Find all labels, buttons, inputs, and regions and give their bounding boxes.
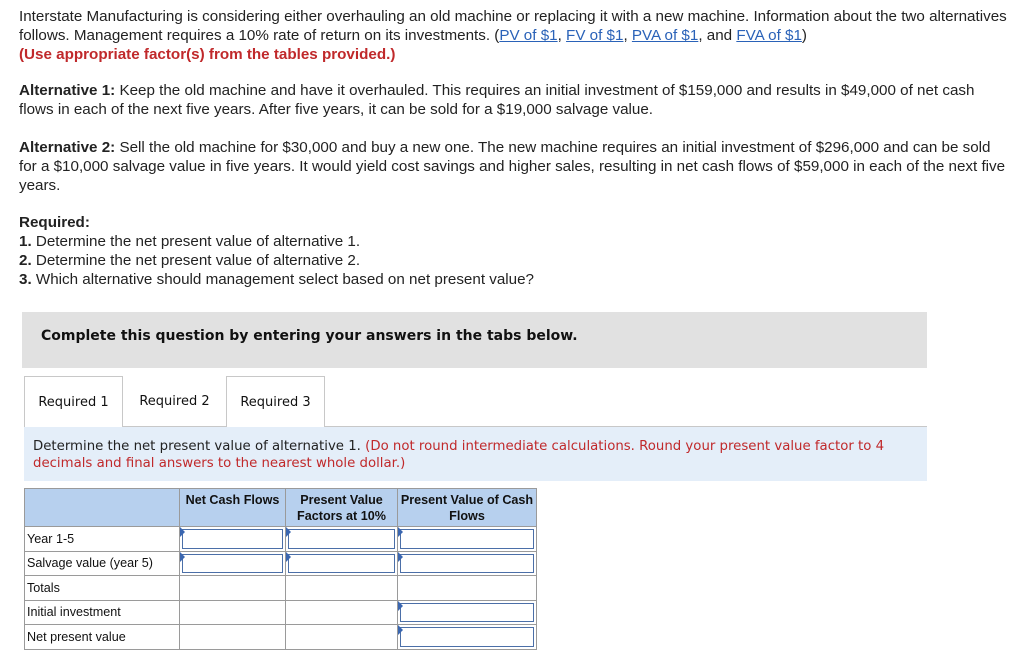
required-heading: Required: xyxy=(19,214,90,231)
table-row xyxy=(25,625,537,650)
input-marker-icon xyxy=(286,552,291,562)
tab-required-3[interactable]: Required 3 xyxy=(226,376,325,427)
instructions-main: Determine the net present value of alternative 1. xyxy=(33,439,366,454)
pv-of-1-link[interactable]: PV of $1 xyxy=(499,27,558,44)
alternative-1-text: Keep the old machine and have it overhauled. This requires an initial investment of $159,000 and results in $49,000 of net cash flows in each of the next five years. After five years, it can be sold for a $19,000 salvage value. xyxy=(19,82,975,118)
alternative-2-text: Sell the old machine for $30,000 and buy a new one. The new machine requires an initial investment of $296,000 and can be sold for a $10,000 salvage value in five years. It would yield cost savings and higher sales, resulting in net cash flows of $59,000 in each of the next five years. xyxy=(19,139,1006,194)
row-label-year-1-5: Year 1-5 xyxy=(25,527,180,552)
table-row xyxy=(25,600,537,625)
required-item-number: 2. xyxy=(19,252,32,269)
npv-table xyxy=(24,488,537,650)
input-marker-icon xyxy=(398,552,403,562)
empty-cell xyxy=(286,576,398,601)
separator: , xyxy=(623,27,632,44)
required-item-number: 1. xyxy=(19,233,32,250)
row-label-initial-investment: Initial investment xyxy=(25,600,180,625)
header-pv-cash-flows: Present Value of Cash Flows xyxy=(398,489,537,527)
empty-cell xyxy=(180,576,286,601)
pv-cash-flow-input[interactable] xyxy=(400,554,534,574)
pv-cash-flow-input[interactable] xyxy=(400,529,534,549)
table-row xyxy=(25,551,537,576)
fva-of-1-link[interactable]: FVA of $1 xyxy=(736,27,802,44)
separator: ) xyxy=(801,27,807,44)
input-marker-icon xyxy=(398,625,403,635)
initial-investment-input[interactable] xyxy=(400,603,534,623)
input-marker-icon xyxy=(286,527,291,537)
alternative-2-label: Alternative 2: xyxy=(19,139,116,156)
input-marker-icon xyxy=(180,527,185,537)
alternative-2-description xyxy=(19,138,1009,195)
row-label-npv: Net present value xyxy=(25,625,180,650)
tab-required-1[interactable]: Required 1 xyxy=(24,376,123,427)
input-marker-icon xyxy=(398,601,403,611)
empty-cell xyxy=(180,625,286,650)
required-section xyxy=(19,213,1009,289)
pv-factor-input[interactable] xyxy=(288,529,395,549)
empty-cell xyxy=(180,600,286,625)
required-item-text: Determine the net present value of alternative 1. xyxy=(31,233,361,250)
net-cash-flow-input[interactable] xyxy=(182,554,283,574)
required-item-number: 3. xyxy=(19,271,32,288)
header-pv-factors: Present Value Factors at 10% xyxy=(286,489,398,527)
intro-text: Interstate Manufacturing is considering either overhauling an old machine or replacing it with a new machine. Information about the two alternatives follows. Management requires a 10% rate of return on its investments. ( xyxy=(19,8,1007,44)
tab-required-2[interactable]: Required 2 xyxy=(139,394,210,409)
factor-instruction: (Use appropriate factor(s) from the tables provided.) xyxy=(19,46,396,63)
complete-banner-text: Complete this question by entering your answers in the tabs below. xyxy=(41,328,578,344)
header-net-cash-flows: Net Cash Flows xyxy=(180,489,286,527)
tab-instructions xyxy=(24,427,927,481)
table-row xyxy=(25,527,537,552)
empty-cell xyxy=(286,625,398,650)
table-row xyxy=(25,576,537,601)
required-item-text: Determine the net present value of alternative 2. xyxy=(31,252,361,269)
table-header-row xyxy=(25,489,537,527)
row-label-salvage: Salvage value (year 5) xyxy=(25,551,180,576)
alternative-1-label: Alternative 1: xyxy=(19,82,116,99)
instructions-text xyxy=(33,438,921,472)
instructions-note: (Do not round intermediate calculations. Round your present value factor to 4 decimals and final answers to the nearest whole dollar.) xyxy=(33,439,885,471)
pva-of-1-link[interactable]: PVA of $1 xyxy=(631,27,699,44)
net-cash-flow-input[interactable] xyxy=(182,529,283,549)
empty-cell xyxy=(398,576,537,601)
question-intro xyxy=(19,7,1009,64)
fv-of-1-link[interactable]: FV of $1 xyxy=(566,27,624,44)
separator: , xyxy=(557,27,567,44)
pv-factor-input[interactable] xyxy=(288,554,395,574)
empty-cell xyxy=(286,600,398,625)
input-marker-icon xyxy=(398,527,403,537)
separator: , and xyxy=(698,27,737,44)
input-marker-icon xyxy=(180,552,185,562)
header-corner xyxy=(25,489,180,527)
alternative-1-description xyxy=(19,81,1009,119)
net-present-value-input[interactable] xyxy=(400,627,534,647)
required-item-text: Which alternative should management select based on net present value? xyxy=(31,271,535,288)
row-label-totals: Totals xyxy=(25,576,180,601)
complete-banner xyxy=(22,312,927,368)
